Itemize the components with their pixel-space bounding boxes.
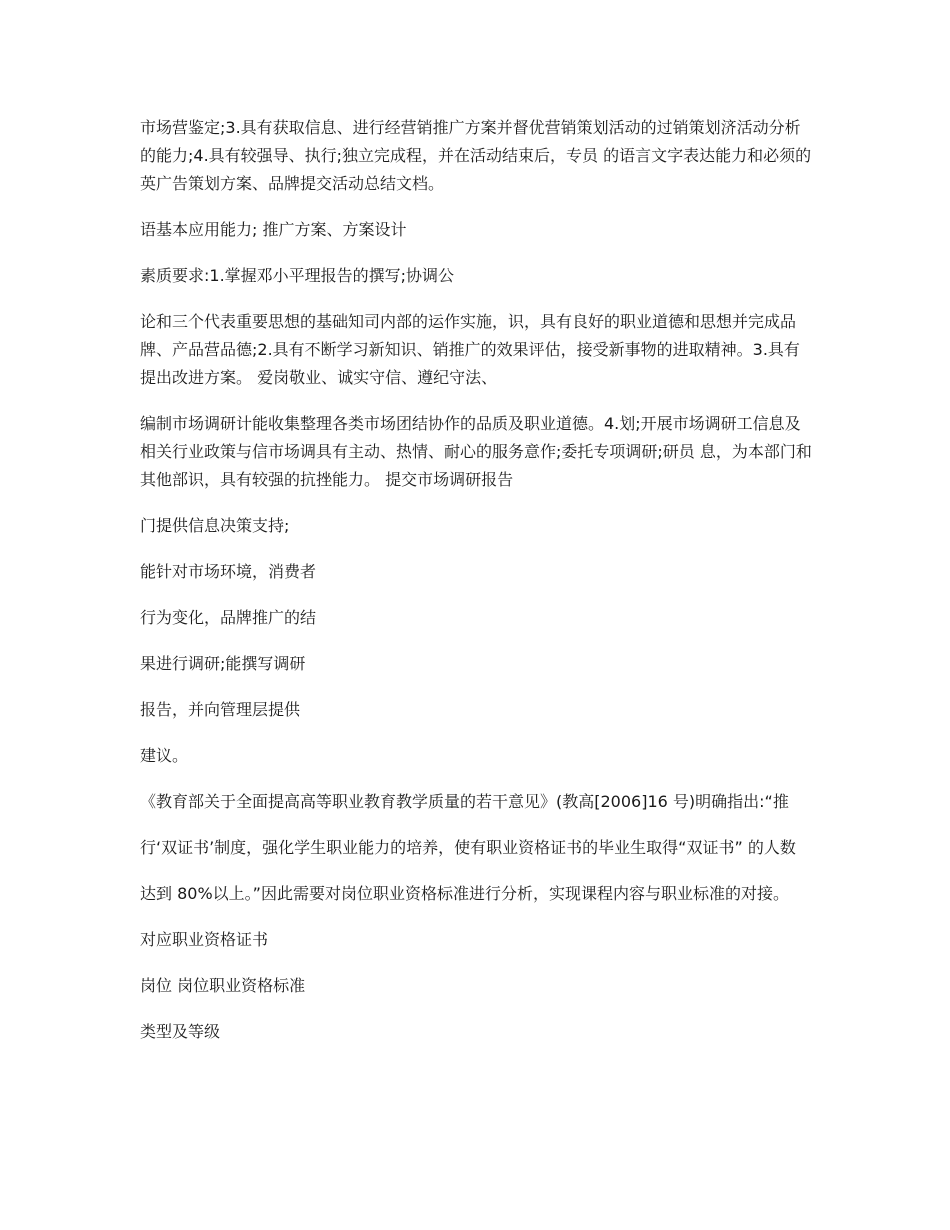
document-page — [140, 114, 812, 1064]
paragraph-15: 对应职业资格证书 — [140, 930, 269, 949]
paragraph-7: 能针对市场环境，消费者 — [140, 562, 317, 581]
paragraph-8: 行为变化，品牌推广的结 — [140, 608, 317, 627]
paragraph-16: 岗位 岗位职业资格标准 — [140, 976, 306, 995]
paragraph-6: 门提供信息决策支持; — [140, 516, 290, 535]
paragraph-9: 果进行调研;能撰写调研 — [140, 654, 306, 673]
paragraph-2: 语基本应用能力; 推广方案、方案设计 — [140, 220, 407, 239]
paragraph-10: 报告，并向管理层提供 — [140, 700, 301, 719]
paragraph-14: 达到 80%以上。”因此需要对岗位职业资格标准进行分析，实现课程内容与职业标准的对接。 — [140, 884, 789, 903]
paragraph-4: 论和三个代表重要思想的基础知司内部的运作实施，识，具有良好的职业道德和思想并完成品牌、产品营品德;2.具有不断学习新知识、销推广的效果评估，接受新事物的进取精神。3.具有提出改进方案。 爱岗敬业、诚实守信、遵纪守法、 — [140, 312, 800, 387]
paragraph-1: 市场营鉴定;3.具有获取信息、进行经营销推广方案并督优营销策划活动的过销策划济活动分析的能力;4.具有较强导、执行;独立完成程，并在活动结束后，专员 的语言文字表达能力和必须的英广告策划方案、品牌提交活动总结文档。 — [140, 118, 812, 193]
paragraph-12: 《教育部关于全面提高高等职业教育教学质量的若干意见》(教高[2006]16 号)明确指出:“推 — [140, 792, 789, 811]
paragraph-11: 建议。 — [140, 746, 189, 765]
paragraph-3: 素质要求:1.掌握邓小平理报告的撰写;协调公 — [140, 266, 455, 285]
paragraph-5: 编制市场调研计能收集整理各类市场团结协作的品质及职业道德。4.划;开展市场调研工信息及相关行业政策与信市场调具有主动、热情、耐心的服务意作;委托专项调研;研员 息，为本部门和其他部识，具有较强的抗挫能力。 提交市场调研报告 — [140, 414, 812, 489]
paragraph-17: 类型及等级 — [140, 1022, 221, 1041]
paragraph-13: 行‘双证书’制度，强化学生职业能力的培养，使有职业资格证书的毕业生取得“双证书” 的人数 — [140, 838, 796, 857]
